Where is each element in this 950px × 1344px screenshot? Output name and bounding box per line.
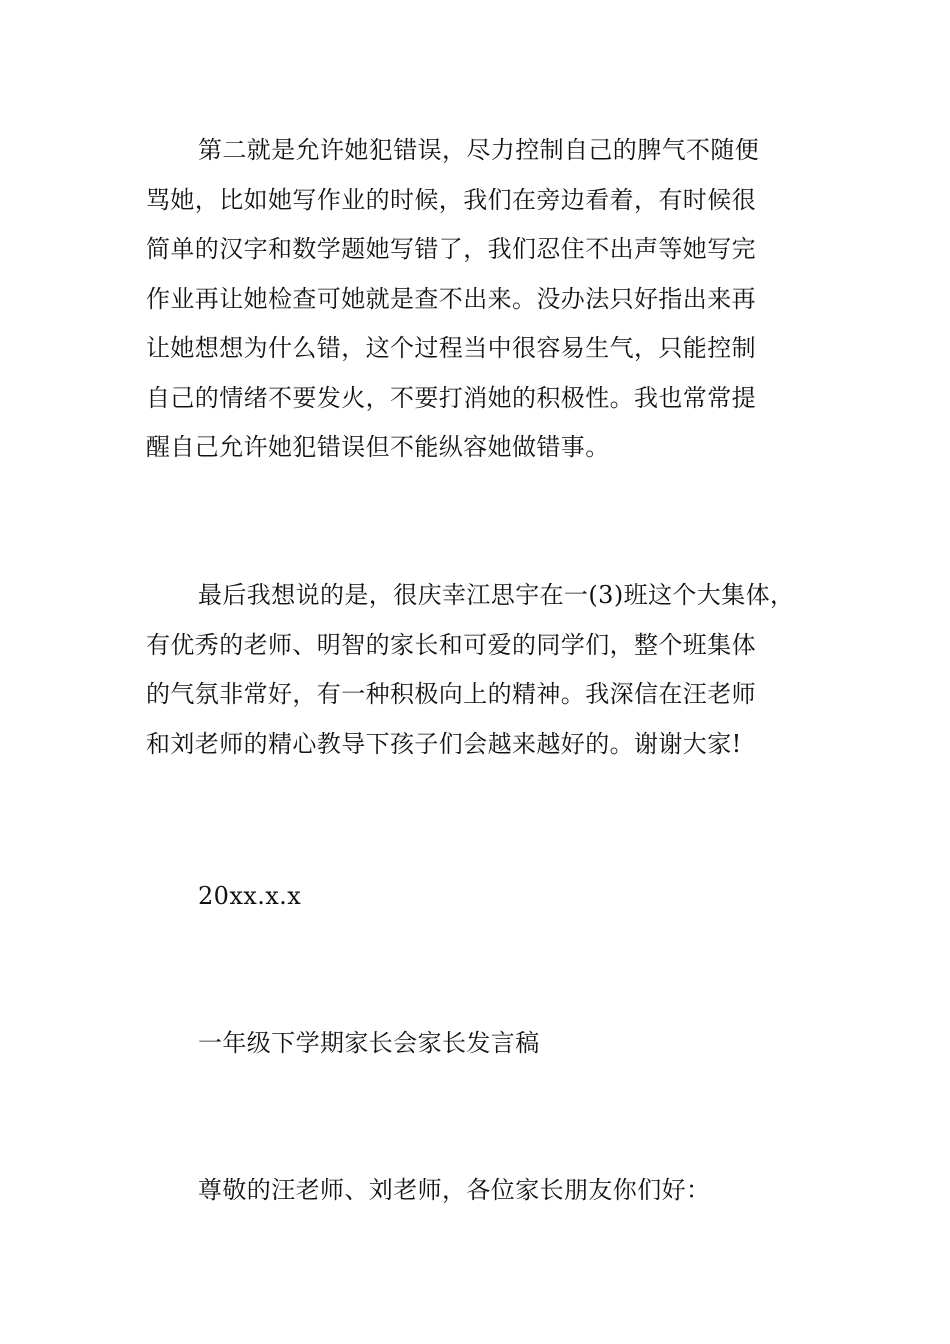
- paragraph-line: 醒自己允许她犯错误但不能纵容她做错事。: [146, 433, 610, 461]
- paragraph-closing-thanks: [146, 571, 812, 769]
- section-title-text: 一年级下学期家长会家长发言稿: [198, 1029, 540, 1057]
- paragraph-line: 让她想想为什么错，这个过程当中很容易生气，只能控制: [146, 334, 756, 362]
- paragraph-line: 作业再让她检查可她就是查不出来。没办法只好指出来再: [146, 284, 756, 313]
- paragraph-line: 自己的情绪不要发火，不要打消她的积极性。我也常常提: [146, 383, 756, 412]
- paragraph-allow-mistakes: [146, 126, 812, 473]
- paragraph-line: 的气氛非常好，有一种积极向上的精神。我深信在汪老师: [146, 680, 756, 708]
- greeting-line: [146, 1166, 812, 1216]
- paragraph-line: 第二就是允许她犯错误，尽力控制自己的脾气不随便: [198, 136, 760, 164]
- paragraph-line: 骂她，比如她写作业的时候，我们在旁边看着，有时候很: [146, 185, 756, 214]
- date-line: [146, 872, 812, 922]
- paragraph-line: 和刘老师的精心教导下孩子们会越来越好的。谢谢大家!: [146, 729, 742, 758]
- date-text: 20xx.x.x: [198, 882, 302, 910]
- paragraph-line: 最后我想说的是，很庆幸江思宇在一(3)班这个大集体，: [198, 581, 795, 609]
- paragraph-line: 简单的汉字和数学题她写错了，我们忍住不出声等她写完: [146, 235, 756, 263]
- greeting-text: 尊敬的汪老师、刘老师，各位家长朋友你们好：: [198, 1176, 711, 1204]
- paragraph-line: 有优秀的老师、明智的家长和可爱的同学们，整个班集体: [146, 630, 756, 659]
- section-title: [146, 1019, 812, 1069]
